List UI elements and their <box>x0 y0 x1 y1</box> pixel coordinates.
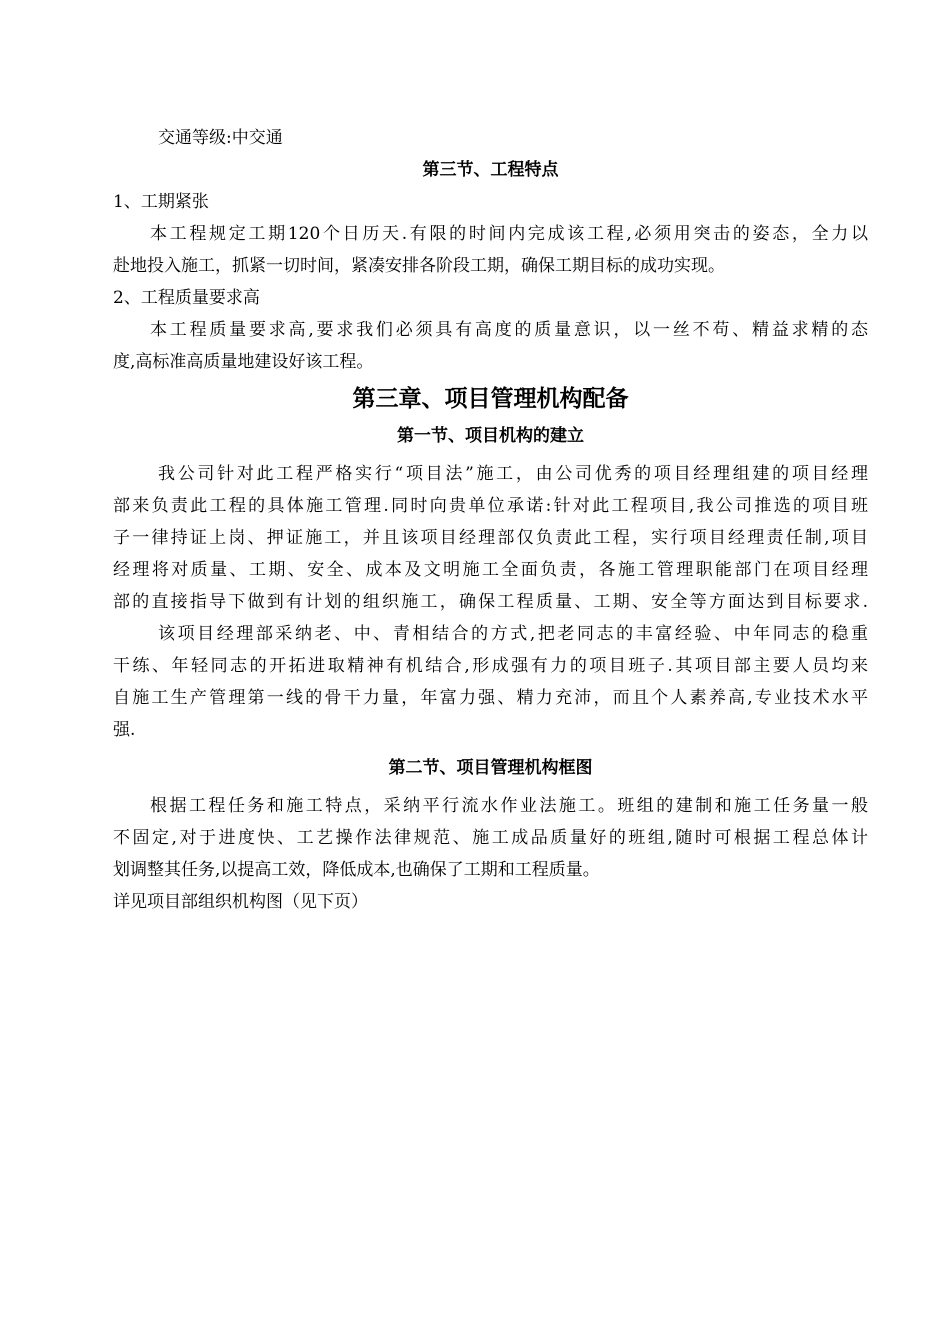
traffic-grade-line: 交通等级:中交通 <box>158 128 283 148</box>
paragraph-1-line-4: 经理将对质量、工期、安全、成本及文明施工全面负责，各施工管理职能部门在项目经理 <box>113 560 868 580</box>
paragraph-1-line-5: 部的直接指导下做到有计划的组织施工，确保工程质量、工期、安全等方面达到目标要求. <box>113 592 868 612</box>
section-3-title: 第三节、工程特点 <box>422 160 559 180</box>
item-1-paragraph-line-1: 本工程规定工期120个日历天.有限的时间内完成该工程,必须用突击的姿态，全力以 <box>150 224 868 244</box>
document-page <box>113 122 868 918</box>
item-1-heading: 1、工期紧张 <box>113 192 209 212</box>
org-chart-note: 详见项目部组织机构图（见下页） <box>113 892 368 912</box>
paragraph-2-line-2: 干练、年轻同志的开拓进取精神有机结合,形成强有力的项目班子.其项目部主要人员均来 <box>113 656 868 676</box>
section-1-title: 第一节、项目机构的建立 <box>397 426 584 446</box>
chapter-3-title: 第三章、项目管理机构配备 <box>352 386 629 412</box>
paragraph-1-line-2: 部来负责此工程的具体施工管理.同时向贵单位承诺:针对此工程项目,我公司推选的项目班 <box>113 496 868 516</box>
item-2-heading: 2、工程质量要求高 <box>113 288 260 308</box>
section-2-title: 第二节、项目管理机构框图 <box>388 758 593 778</box>
paragraph-3-line-2: 不固定,对于进度快、工艺操作法律规范、施工成品质量好的班组,随时可根据工程总体计 <box>113 828 868 848</box>
paragraph-2-line-1: 该项目经理部采纳老、中、青相结合的方式,把老同志的丰富经验、中年同志的稳重 <box>158 624 868 644</box>
item-1-paragraph-line-2: 赴地投入施工，抓紧一切时间，紧凑安排各阶段工期，确保工期目标的成功实现。 <box>113 256 725 276</box>
paragraph-2-line-4: 强. <box>113 720 136 740</box>
paragraph-2-line-3: 自施工生产管理第一线的骨干力量，年富力强、精力充沛，而且个人素养高,专业技术水平 <box>113 688 868 708</box>
item-2-paragraph-line-2: 度,高标准高质量地建设好该工程。 <box>113 352 374 372</box>
item-2-paragraph-line-1: 本工程质量要求高,要求我们必须具有高度的质量意识，以一丝不苟、精益求精的态 <box>150 320 868 340</box>
paragraph-3-line-3: 划调整其任务,以提高工效，降低成本,也确保了工期和工程质量。 <box>113 860 600 880</box>
paragraph-1-line-1: 我公司针对此工程严格实行“项目法”施工，由公司优秀的项目经理组建的项目经理 <box>158 464 868 484</box>
paragraph-1-line-3: 子一律持证上岗、押证施工，并且该项目经理部仅负责此工程，实行项目经理责任制,项目 <box>113 528 868 548</box>
paragraph-3-line-1: 根据工程任务和施工特点，采纳平行流水作业法施工。班组的建制和施工任务量一般 <box>150 796 868 816</box>
